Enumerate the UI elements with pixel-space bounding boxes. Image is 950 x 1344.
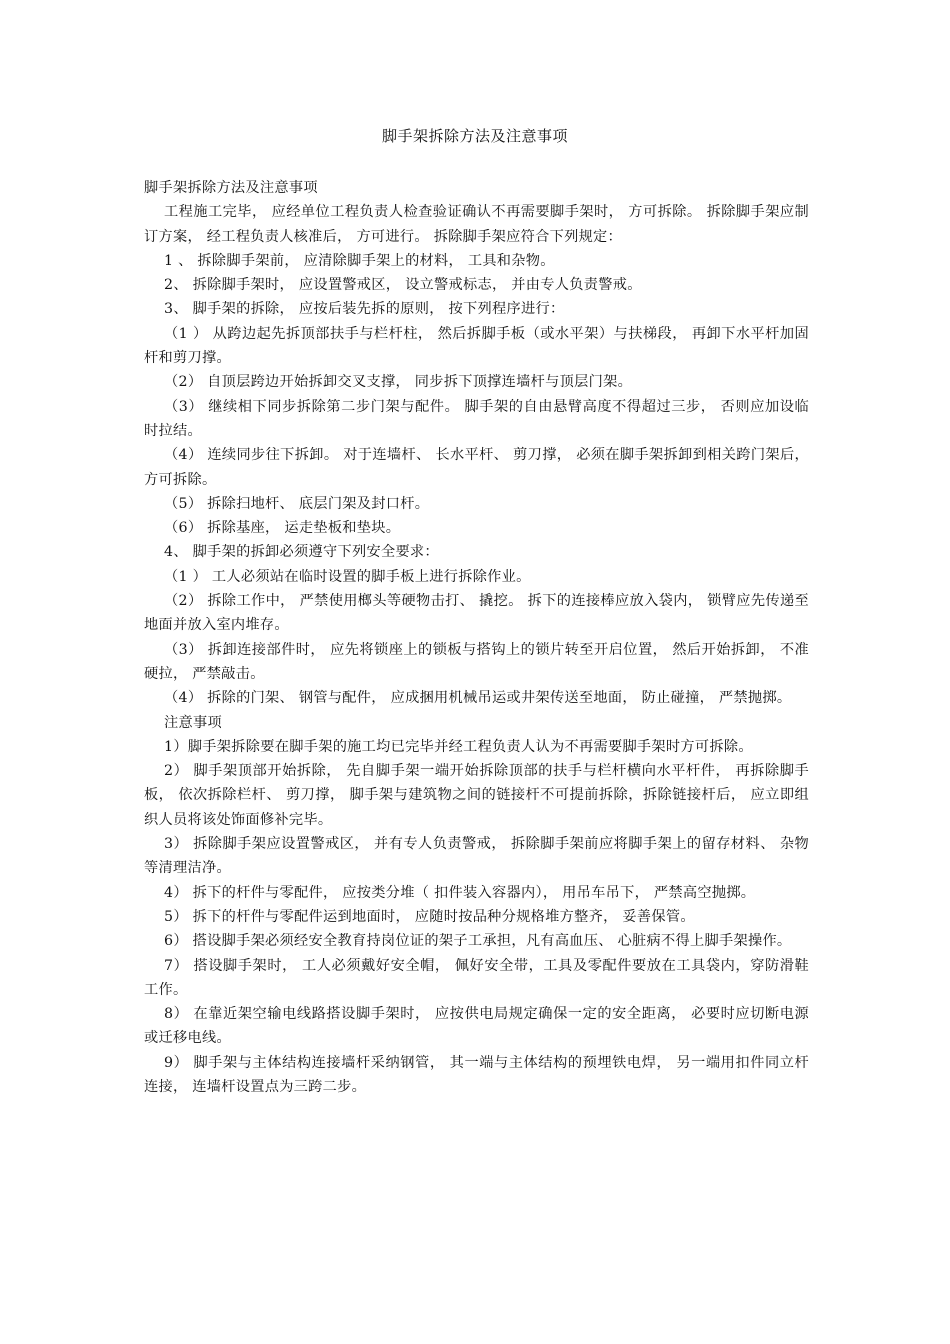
procedure-step: （3） 继续相下同步拆除第二步门架与配件。 脚手架的自由悬臂高度不得超过三步， 否则应加设临时拉结。 bbox=[144, 398, 809, 439]
section-heading: 脚手架拆除方法及注意事项 bbox=[144, 180, 318, 196]
note-item: 8） 在靠近架空输电线路搭设脚手架时， 应按供电局规定确保一定的安全距离， 必要时应切断电源或迁移电线。 bbox=[144, 1006, 809, 1047]
safety-requirement: （1 ） 工人必须站在临时设置的脚手板上进行拆除作业。 bbox=[164, 568, 531, 585]
rule-item: 2、 拆除脚手架时， 应设置警戒区， 设立警戒标志， 并由专人负责警戒。 bbox=[164, 277, 642, 294]
document-body bbox=[144, 176, 809, 1099]
note-item: 5） 拆下的杆件与零配件运到地面时， 应随时按品种分规格堆方整齐， 妥善保管。 bbox=[164, 908, 695, 925]
procedure-step: （6） 拆除基座， 运走垫板和垫块。 bbox=[164, 520, 401, 537]
procedure-step: （2） 自顶层跨边开始拆卸交叉支撑， 同步拆下顶撑连墙杆与顶层门架。 bbox=[164, 374, 633, 391]
note-item: 4） 拆下的杆件与零配件， 应按类分堆（ 扣件装入容器内）， 用吊车吊下， 严禁高空抛掷。 bbox=[164, 884, 756, 901]
procedure-step: （5） 拆除扫地杆、 底层门架及封口杆。 bbox=[164, 495, 430, 512]
note-item: 9） 脚手架与主体结构连接墙杆采纳钢管， 其一端与主体结构的预埋铁电焊， 另一端用扣件同立杆连接， 连墙杆设置点为三跨二步。 bbox=[144, 1054, 809, 1095]
note-item: 1）脚手架拆除要在脚手架的施工均已完毕并经工程负责人认为不再需要脚手架时方可拆除。 bbox=[164, 738, 753, 755]
note-item: 2） 脚手架顶部开始拆除， 先自脚手架一端开始拆除顶部的扶手与栏杆横向水平杆件， 再拆除脚手板， 依次拆除栏杆、 剪刀撑， 脚手架与建筑物之间的链接杆不可提前拆除，拆除链接杆后， 应立即组织人员将该处饰面修补完毕。 bbox=[144, 763, 809, 828]
procedure-step: （1 ） 从跨边起先拆顶部扶手与栏杆柱， 然后拆脚手板（或水平架）与扶梯段， 再卸下水平杆加固杆和剪刀撑。 bbox=[144, 325, 809, 367]
notes-heading: 注意事项 bbox=[164, 714, 222, 731]
procedure-step: （4） 连续同步往下拆卸。 对于连墙杆、 长水平杆、 剪刀撑， 必须在脚手架拆卸到相关跨门架后， 方可拆除。 bbox=[144, 447, 809, 488]
note-item: 6） 搭设脚手架必须经安全教育持岗位证的架子工承担，凡有高血压、 心脏病不得上脚手架操作。 bbox=[164, 933, 792, 950]
safety-requirement: （3） 拆卸连接部件时， 应先将锁座上的锁板与搭钩上的锁片转至开启位置， 然后开始拆卸， 不准硬拉， 严禁敲击。 bbox=[144, 641, 809, 682]
document-title: 脚手架拆除方法及注意事项 bbox=[381, 127, 568, 145]
note-item: 7） 搭设脚手架时， 工人必须戴好安全帽， 佩好安全带，工具及零配件要放在工具袋内，穿防滑鞋工作。 bbox=[144, 957, 809, 998]
rule-item: 3、 脚手架的拆除， 应按后装先拆的原则， 按下列程序进行： bbox=[164, 301, 565, 318]
rule-item: 4、 脚手架的拆卸必须遵守下列安全要求： bbox=[164, 544, 439, 561]
safety-requirement: （2） 拆除工作中， 严禁使用榔头等硬物击打、 撬挖。 拆下的连接棒应放入袋内， 锁臂应先传递至地面并放入室内堆存。 bbox=[144, 593, 809, 634]
note-item: 3） 拆除脚手架应设置警戒区， 并有专人负责警戒， 拆除脚手架前应将脚手架上的留存材料、 杂物等清理洁净。 bbox=[144, 836, 809, 877]
safety-requirement: （4） 拆除的门架、 钢管与配件， 应成捆用机械吊运或井架传送至地面， 防止碰撞， 严禁抛掷。 bbox=[164, 690, 792, 707]
body-paragraph: 工程施工完毕， 应经单位工程负责人检查验证确认不再需要脚手架时， 方可拆除。 拆除脚手架应制订方案， 经工程负责人核准后， 方可进行。 拆除脚手架应符合下列规定： bbox=[144, 204, 809, 245]
rule-item: 1 、 拆除脚手架前， 应清除脚手架上的材料， 工具和杂物。 bbox=[164, 252, 555, 269]
